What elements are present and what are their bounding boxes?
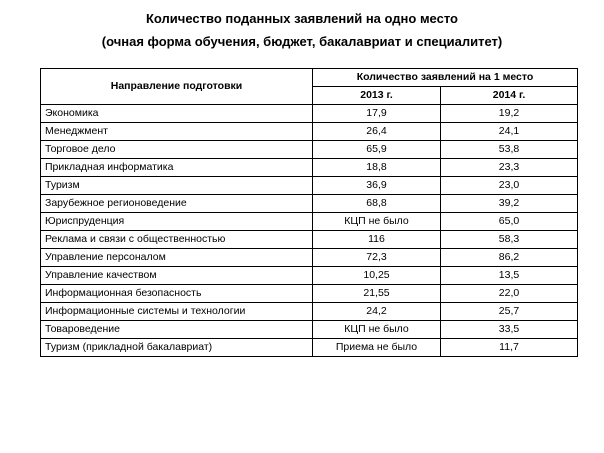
cell-direction: Управление качеством bbox=[41, 267, 313, 285]
cell-direction: Управление персоналом bbox=[41, 249, 313, 267]
cell-value-2014: 86,2 bbox=[441, 249, 578, 267]
table-row bbox=[41, 123, 578, 141]
cell-direction: Менеджмент bbox=[41, 123, 313, 141]
table-row bbox=[41, 105, 578, 123]
table-row bbox=[41, 267, 578, 285]
cell-direction: Прикладная информатика bbox=[41, 159, 313, 177]
table-row bbox=[41, 159, 578, 177]
table-row bbox=[41, 249, 578, 267]
cell-value-2013: 10,25 bbox=[313, 267, 441, 285]
cell-value-2013: 68,8 bbox=[313, 195, 441, 213]
table-header-row bbox=[41, 69, 578, 87]
table-row bbox=[41, 285, 578, 303]
cell-value-2014: 23,3 bbox=[441, 159, 578, 177]
cell-direction: Торговое дело bbox=[41, 141, 313, 159]
applications-table bbox=[40, 68, 578, 357]
table-row bbox=[41, 321, 578, 339]
cell-direction: Туризм bbox=[41, 177, 313, 195]
table-row bbox=[41, 195, 578, 213]
cell-value-2014: 24,1 bbox=[441, 123, 578, 141]
cell-value-2013: Приема не было bbox=[313, 339, 441, 357]
cell-value-2013: 21,55 bbox=[313, 285, 441, 303]
cell-value-2013: 18,8 bbox=[313, 159, 441, 177]
header-year-2014: 2014 г. bbox=[441, 87, 578, 105]
cell-value-2014: 39,2 bbox=[441, 195, 578, 213]
page-subtitle: (очная форма обучения, бюджет, бакалавриат и специалитет) bbox=[101, 34, 503, 49]
cell-direction: Информационные системы и технологии bbox=[41, 303, 313, 321]
cell-direction: Товароведение bbox=[41, 321, 313, 339]
page-title: Количество поданных заявлений на одно место bbox=[146, 11, 458, 26]
cell-value-2013: 24,2 bbox=[313, 303, 441, 321]
cell-value-2014: 22,0 bbox=[441, 285, 578, 303]
cell-direction: Туризм (прикладной бакалавриат) bbox=[41, 339, 313, 357]
table-row bbox=[41, 303, 578, 321]
cell-value-2013: 116 bbox=[313, 231, 441, 249]
cell-direction: Юриспруденция bbox=[41, 213, 313, 231]
cell-value-2014: 11,7 bbox=[441, 339, 578, 357]
cell-value-2014: 19,2 bbox=[441, 105, 578, 123]
cell-value-2013: 72,3 bbox=[313, 249, 441, 267]
table-row bbox=[41, 213, 578, 231]
cell-value-2013: 17,9 bbox=[313, 105, 441, 123]
cell-value-2014: 13,5 bbox=[441, 267, 578, 285]
cell-value-2013: 26,4 bbox=[313, 123, 441, 141]
table-row bbox=[41, 231, 578, 249]
cell-value-2013: 65,9 bbox=[313, 141, 441, 159]
cell-value-2014: 25,7 bbox=[441, 303, 578, 321]
cell-direction: Реклама и связи с общественностью bbox=[41, 231, 313, 249]
cell-value-2014: 33,5 bbox=[441, 321, 578, 339]
header-year-2013: 2013 г. bbox=[313, 87, 441, 105]
cell-value-2014: 58,3 bbox=[441, 231, 578, 249]
cell-value-2013: КЦП не было bbox=[313, 321, 441, 339]
table-row bbox=[41, 141, 578, 159]
cell-direction: Информационная безопасность bbox=[41, 285, 313, 303]
table-body bbox=[41, 105, 578, 357]
cell-value-2013: КЦП не было bbox=[313, 213, 441, 231]
cell-direction: Зарубежное регионоведение bbox=[41, 195, 313, 213]
header-direction: Направление подготовки bbox=[41, 69, 313, 105]
cell-value-2014: 23,0 bbox=[441, 177, 578, 195]
cell-value-2014: 65,0 bbox=[441, 213, 578, 231]
table-row bbox=[41, 177, 578, 195]
cell-direction: Экономика bbox=[41, 105, 313, 123]
table-row bbox=[41, 339, 578, 357]
header-applications-per-place: Количество заявлений на 1 место bbox=[313, 69, 578, 87]
cell-value-2014: 53,8 bbox=[441, 141, 578, 159]
cell-value-2013: 36,9 bbox=[313, 177, 441, 195]
